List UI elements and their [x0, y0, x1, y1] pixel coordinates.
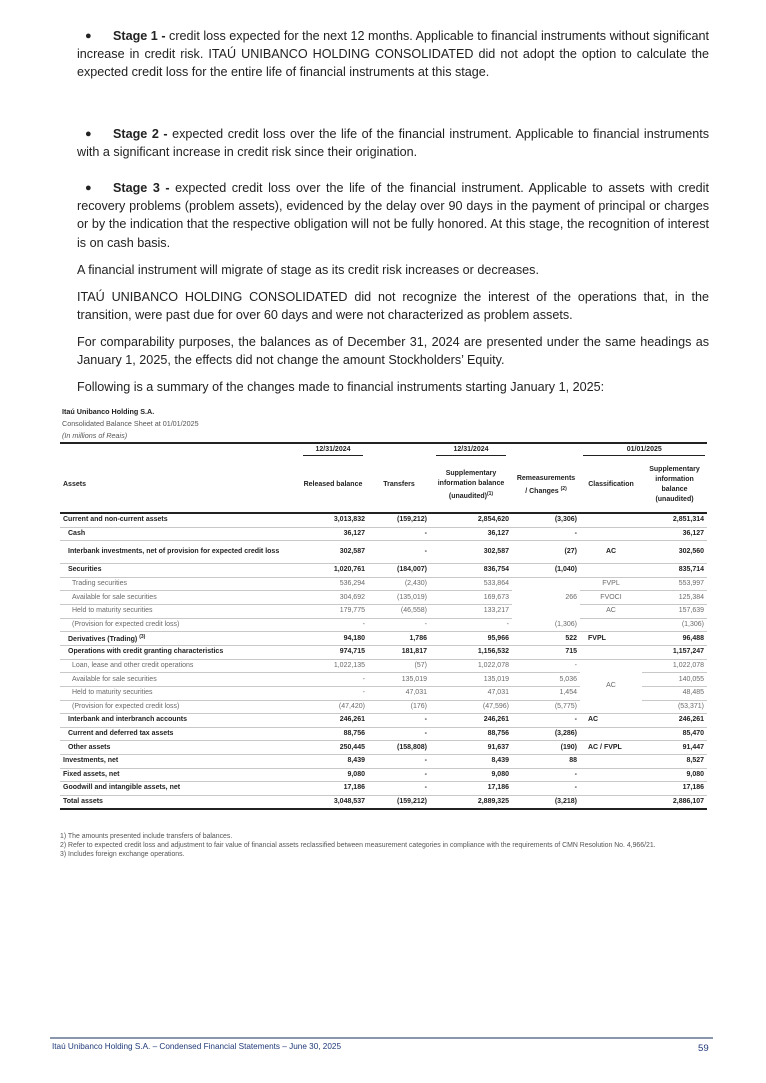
date-header-released: 12/31/2024 — [298, 443, 368, 458]
migrate-paragraph: A financial instrument will migrate of stage as its credit risk increases or decreases. — [77, 263, 539, 277]
col-classification: Classification — [580, 458, 642, 513]
table-row: Held to maturity securities 179,775 (46,558) 133,217 AC 157,639 — [60, 604, 707, 618]
column-header-row — [60, 458, 707, 513]
table-row: Cash 36,127 - 36,127 - 36,127 — [60, 527, 707, 541]
summary-paragraph: Following is a summary of the changes made to financial instruments starting January 1, 2025: — [77, 380, 605, 394]
stage2-label: Stage 2 - — [113, 127, 168, 141]
table-row: Available for sale securities 304,692 (135,019) 169,673 FVOCI 125,384 — [60, 591, 707, 605]
footnote-2: 2) Refer to expected credit loss and adjustment to fair value of financial assets reclassified between measurement categories in compliance with the requirements of CMN Resolution No. 4,966/21. — [60, 842, 656, 850]
table-row: Other assets 250,445 (158,808) 91,637 (190) AC / FVPL 91,447 — [60, 741, 707, 755]
table-row: (Provision for expected credit loss) (47,420) (176) (47,596) (5,775) (53,371) — [60, 700, 707, 714]
stage3-label: Stage 3 - — [113, 181, 170, 195]
table-title: Consolidated Balance Sheet at 01/01/2025 — [62, 419, 199, 428]
table-unit: (In millions of Reais) — [62, 431, 128, 440]
date-header-final: 01/01/2025 — [580, 443, 707, 458]
stage1-text: credit loss expected for the next 12 months. Applicable to financial instruments without significant increase in credit risk. ITAÚ UNIBANCO HOLDING CONSOLIDATED did not adopt the option to calculate the expected credit loss for the entire life of financial instruments at this stage. — [77, 29, 709, 80]
stage2-text: expected credit loss over the life of the financial instrument. Applicable to financial instruments with a significant increase in credit risk since their origination. — [77, 127, 709, 160]
table-row: Securities 1,020,761 (184,007) 836,754 (1,040) 835,714 — [60, 564, 707, 578]
table-row: Current and deferred tax assets 88,756 - 88,756 (3,286) 85,470 — [60, 727, 707, 741]
date-header-supplementary: 12/31/2024 — [430, 443, 512, 458]
table-row: Interbank investments, net of provision for expected credit loss 302,587 - 302,587 (27) AC 302,560 — [60, 541, 707, 564]
table-row: Interbank and interbranch accounts 246,261 - 246,261 - AC 246,261 — [60, 714, 707, 728]
table-row: Derivatives (Trading) $^{(3)}$ 94,180 1,786 95,966 522 FVPL 96,488 — [60, 632, 707, 646]
interest-paragraph: ITAÚ UNIBANCO HOLDING CONSOLIDATED did not recognize the interest of the operations that, in the transition, were past due for over 60 days and were not characterized as problem assets. — [77, 290, 709, 323]
stage3-paragraph — [77, 179, 709, 252]
table-row: Operations with credit granting characteristics 974,715 181,817 1,156,532 715 1,157,247 — [60, 646, 707, 660]
stage2-paragraph — [77, 125, 709, 161]
stage1-label: Stage 1 - — [113, 29, 166, 43]
col-assets: Assets — [60, 458, 298, 513]
table-row: (Provision for expected credit loss) - - - (1,306) (1,306) — [60, 618, 707, 632]
bullet-icon: ● — [85, 128, 92, 140]
date-header-row — [60, 443, 707, 458]
table-row: Trading securities 536,294 (2,430) 533,864 266 FVPL 553,997 — [60, 577, 707, 591]
bullet-icon: ● — [85, 182, 92, 194]
balance-sheet-table-block — [60, 406, 707, 810]
bullet-icon: ● — [85, 30, 92, 42]
balance-sheet-table — [60, 442, 707, 810]
table-row: Current and non-current assets 3,013,832 (159,212) 2,854,620 (3,306) 2,851,314 — [60, 513, 707, 527]
table-row: Loan, lease and other credit operations 1,022,135 (57) 1,022,078 - AC 1,022,078 — [60, 659, 707, 673]
footnote-3: 3) Includes foreign exchange operations. — [60, 851, 185, 859]
table-total-row: Total assets 3,048,537 (159,212) 2,889,325 (3,218) 2,886,107 — [60, 795, 707, 809]
table-row: Available for sale securities - 135,019 135,019 5,036 140,055 — [60, 673, 707, 687]
table-footnotes — [60, 832, 710, 860]
col-final: Supplementary information balance (unaudited) — [642, 458, 707, 513]
footnote-1: 1) The amounts presented include transfers of balances. — [60, 833, 233, 840]
stage3-text: expected credit loss over the life of the financial instrument. Applicable to assets with credit recovery problems (problem assets), evidenced by the delay over 90 days in the payment of principal or charges or by the indication that the respective obligation will not be fully honored. At this stage, the recognition of interest is on cash basis. — [77, 181, 709, 250]
table-company: Itaú Unibanco Holding S.A. — [62, 407, 155, 416]
stage1-paragraph — [77, 27, 709, 82]
table-row: Held to maturity securities - 47,031 47,031 1,454 48,485 — [60, 686, 707, 700]
table-row: Goodwill and intangible assets, net 17,186 - 17,186 - 17,186 — [60, 782, 707, 796]
comparability-paragraph: For comparability purposes, the balances as of December 31, 2024 are presented under the same headings as January 1, 2025, the effects did not change the amount Stockholders’ Equity. — [77, 335, 709, 368]
col-supplementary: Supplementary information balance (unaudited)$^{(1)}$ — [430, 458, 512, 513]
footer-rule — [50, 1037, 713, 1039]
footer-text: Itaú Unibanco Holding S.A. – Condensed Financial Statements – June 30, 2025 — [52, 1042, 342, 1051]
table-row: Investments, net 8,439 - 8,439 88 8,527 — [60, 754, 707, 768]
col-remeasurements: Remeasurements / Changes $^{(2)}$ — [512, 458, 580, 513]
page-number: 59 — [698, 1043, 709, 1054]
col-released: Released balance — [298, 458, 368, 513]
col-transfers: Transfers — [368, 458, 430, 513]
table-row: Fixed assets, net 9,080 - 9,080 - 9,080 — [60, 768, 707, 782]
